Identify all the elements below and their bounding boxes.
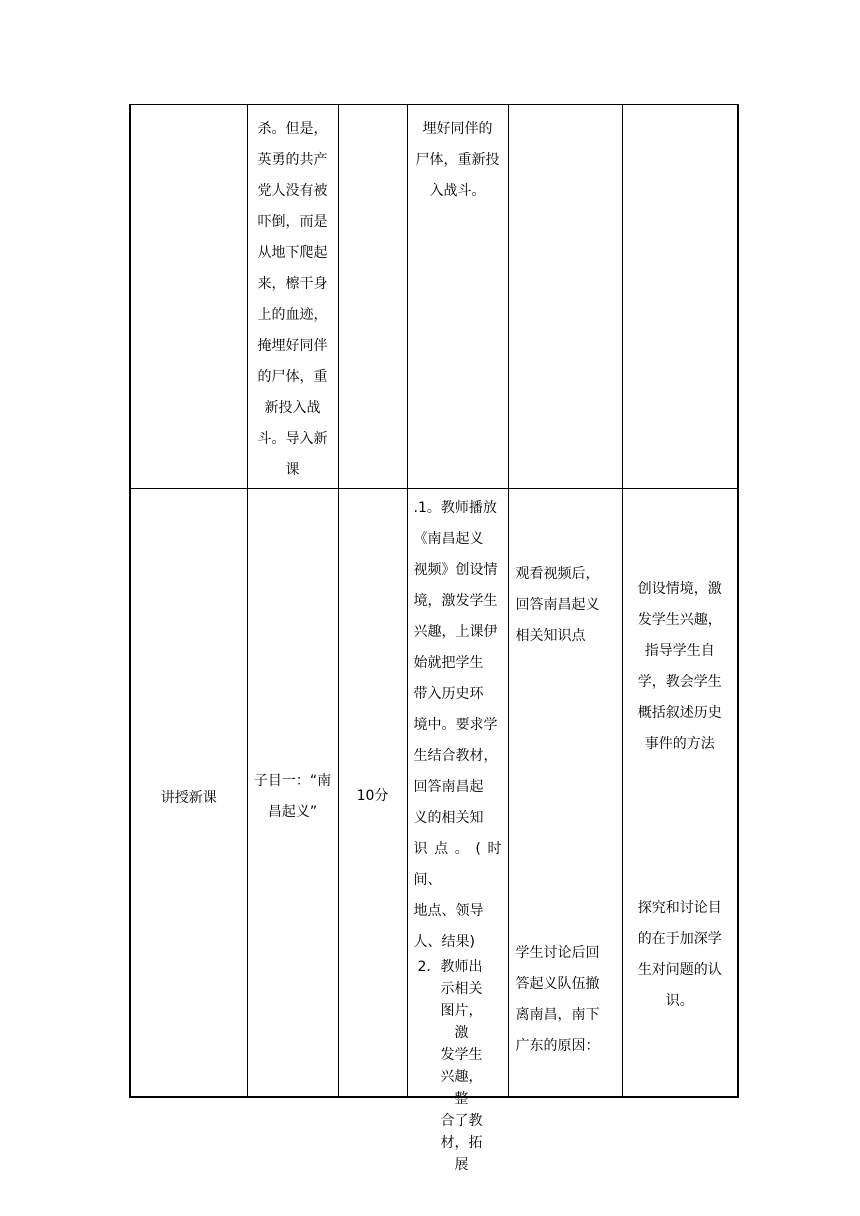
intent-line: 学，教会学生 xyxy=(637,674,722,690)
teacher-activity-line: 回答南昌起 xyxy=(413,779,484,795)
cell-teacher-intro xyxy=(407,105,508,489)
teacher-activity-line: 义的相关知 xyxy=(413,810,484,826)
intent-2-line: 识。 xyxy=(665,993,694,1009)
cell-duration xyxy=(338,489,407,1097)
student-activity-2-line: 广东的原因： xyxy=(515,1038,600,1054)
cell-topic-intro xyxy=(247,105,338,489)
intent-2-line: 探究和讨论目 xyxy=(637,900,722,916)
teacher-activity-line: 生结合教材， xyxy=(413,748,498,764)
teacher-activity-2-line: 示相关 xyxy=(440,981,483,997)
student-activity-2-block xyxy=(516,938,616,1062)
teacher-intro-line: 埋好同伴的 xyxy=(422,121,493,137)
cell-student-activity xyxy=(508,489,622,1097)
student-activity-line: 回答南昌起义 xyxy=(515,597,600,613)
intro-line: 斗。导入新 xyxy=(257,431,328,447)
cell-phase-empty xyxy=(130,105,247,489)
teacher-activity-line: 兴趣，上课伊 xyxy=(413,624,498,640)
student-activity-line: 相关知识点 xyxy=(515,628,586,644)
teacher-activity-2-line: 教师出 xyxy=(440,959,483,975)
teacher-intro-block xyxy=(408,114,508,207)
cell-intent-empty xyxy=(622,105,738,489)
teacher-activity-line: 《南昌起义 xyxy=(413,531,484,547)
teacher-activity-line: 境中。要求学 xyxy=(413,717,498,733)
phase-label: 讲授新课 xyxy=(160,790,217,806)
cell-design-intent xyxy=(622,489,738,1097)
intent-line: 事件的方法 xyxy=(644,736,715,752)
intro-line: 吓倒，而是 xyxy=(257,214,328,230)
lesson-plan-table xyxy=(129,104,739,1173)
teacher-activity-2-line: 发学生 xyxy=(440,1047,483,1063)
teacher-activity-line: 始就把学生 xyxy=(413,655,484,671)
teacher-activity-line: .1。教师播放 xyxy=(413,500,497,516)
intro-line: 来，檫干身 xyxy=(257,276,328,292)
intent-2-line: 生对问题的认 xyxy=(637,962,722,978)
list-number-2: 2. xyxy=(417,959,431,975)
cell-phase xyxy=(130,489,247,1097)
intro-line: 英勇的共产 xyxy=(257,152,328,168)
intro-line: 掩埋好同伴 xyxy=(257,338,328,354)
teacher-activity-1-block xyxy=(414,493,502,958)
table-row-new-lesson xyxy=(130,489,738,1097)
cell-student-empty xyxy=(508,105,622,489)
teacher-activity-2-line: 材，拓展 xyxy=(440,1135,483,1173)
intro-line: 上的血迹， xyxy=(257,307,328,323)
teacher-activity-line: 地点、领导 xyxy=(413,903,484,919)
intent-line: 发学生兴趣， xyxy=(637,612,722,628)
student-activity-1-block xyxy=(516,559,616,652)
intro-line: 从地下爬起 xyxy=(257,245,328,261)
teacher-activity-line: 境，激发学生 xyxy=(413,593,498,609)
student-activity-line: 观看视频后， xyxy=(515,566,600,582)
teacher-activity-2-line: 合了教 xyxy=(440,1113,483,1129)
intent-line: 创设情境，激 xyxy=(637,581,722,597)
intro-line: 的尸体，重 xyxy=(257,369,328,385)
intro-line: 杀。但是， xyxy=(257,121,328,137)
intent-line: 指导学生自 xyxy=(644,643,715,659)
intro-line: 新投入战 xyxy=(264,400,321,416)
student-activity-2-line: 离南昌，南下 xyxy=(515,1007,600,1023)
teacher-intro-line: 入战斗。 xyxy=(429,183,486,199)
teacher-activity-2-block xyxy=(440,956,484,1176)
teacher-activity-line: 识点。(时间、 xyxy=(413,841,502,888)
topic-block xyxy=(248,766,338,828)
cell-duration-empty xyxy=(338,105,407,489)
intent-1-block xyxy=(627,574,734,760)
duration-label: 10分 xyxy=(356,788,389,804)
teacher-activity-line: 视频》创设情 xyxy=(413,562,498,578)
teacher-activity-2-line: 兴趣，整 xyxy=(440,1069,483,1107)
table-row-continuation xyxy=(130,105,738,489)
intent-2-line: 的在于加深学 xyxy=(637,931,722,947)
topic-line: 子目一：“南 xyxy=(253,773,332,789)
teacher-intro-line: 尸体，重新投 xyxy=(415,152,500,168)
teacher-activity-line: 人、结果) xyxy=(413,934,475,950)
cell-teacher-activity xyxy=(407,489,508,1173)
intro-line: 课 xyxy=(285,462,300,478)
topic-line: 昌起义” xyxy=(267,804,318,820)
student-activity-2-line: 答起义队伍撤 xyxy=(515,976,600,992)
teacher-activity-line: 带入历史环 xyxy=(413,686,484,702)
intent-2-block xyxy=(627,893,734,1017)
teacher-activity-2-line: 图片，激 xyxy=(440,1003,483,1041)
intent-line: 概括叙述历史 xyxy=(637,705,722,721)
student-activity-2-line: 学生讨论后回 xyxy=(515,945,600,961)
cell-topic xyxy=(247,489,338,1097)
intro-text-block xyxy=(248,114,338,486)
intro-line: 党人没有被 xyxy=(257,183,328,199)
